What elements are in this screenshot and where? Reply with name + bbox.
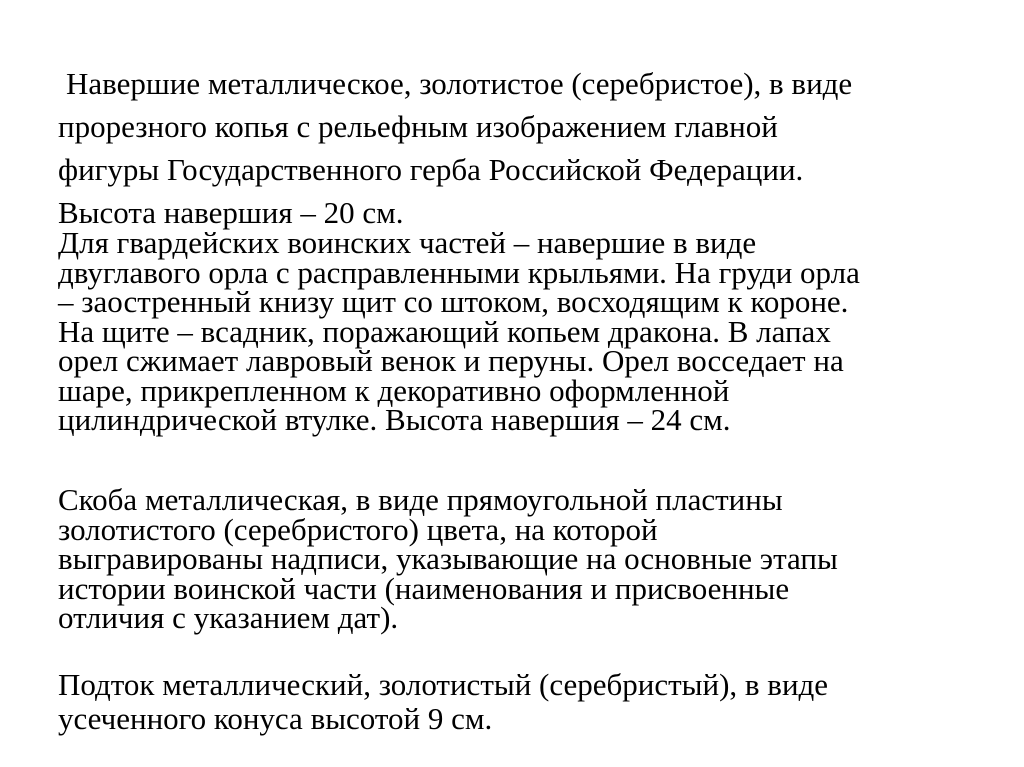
paragraph-guards-finial <box>58 225 860 437</box>
paragraph-bracket-description <box>58 482 838 635</box>
text-line: Скоба металлическая, в виде прямоугольной пластины <box>58 482 783 517</box>
paragraph-finial-description <box>58 62 852 234</box>
text-line: Высота навершия – 20 см. <box>58 195 404 230</box>
text-line: На щите – всадник, поражающий копьем дракона. В лапах <box>58 313 831 349</box>
paragraph-ferrule-description <box>58 668 828 736</box>
text-line: орел сжимает лавровый венок и перуны. Орел восседает на <box>58 343 844 378</box>
text-line: – заостренный книзу щит со штоком, восходящим к короне. <box>58 284 849 319</box>
text-line: шаре, прикрепленном к декоративно оформленной <box>58 372 730 408</box>
text-line: выгравированы надписи, указывающие на основные этапы <box>58 541 838 576</box>
text-line: Навершие металлическое, золотистое (серебристое), в виде <box>66 66 853 101</box>
text-line: отличия с указанием дат). <box>58 600 399 635</box>
text-line: усеченного конуса высотой 9 см. <box>58 701 493 736</box>
text-line: Подток металлический, золотистый (серебристый), в виде <box>58 667 829 702</box>
text-line: прорезного копья с рельефным изображением главной <box>58 109 778 144</box>
text-line: истории воинской части (наименования и присвоенные <box>58 570 790 606</box>
text-line: двуглавого орла с расправленными крыльями. На груди орла <box>58 254 860 290</box>
text-line: цилиндрической втулке. Высота навершия – 24 см. <box>58 402 731 437</box>
text-line: золотистого (серебристого) цвета, на которой <box>58 511 658 547</box>
text-line: Для гвардейских воинских частей – навершие в виде <box>58 225 757 260</box>
text-line: фигуры Государственного герба Российской Федерации. <box>58 152 804 187</box>
